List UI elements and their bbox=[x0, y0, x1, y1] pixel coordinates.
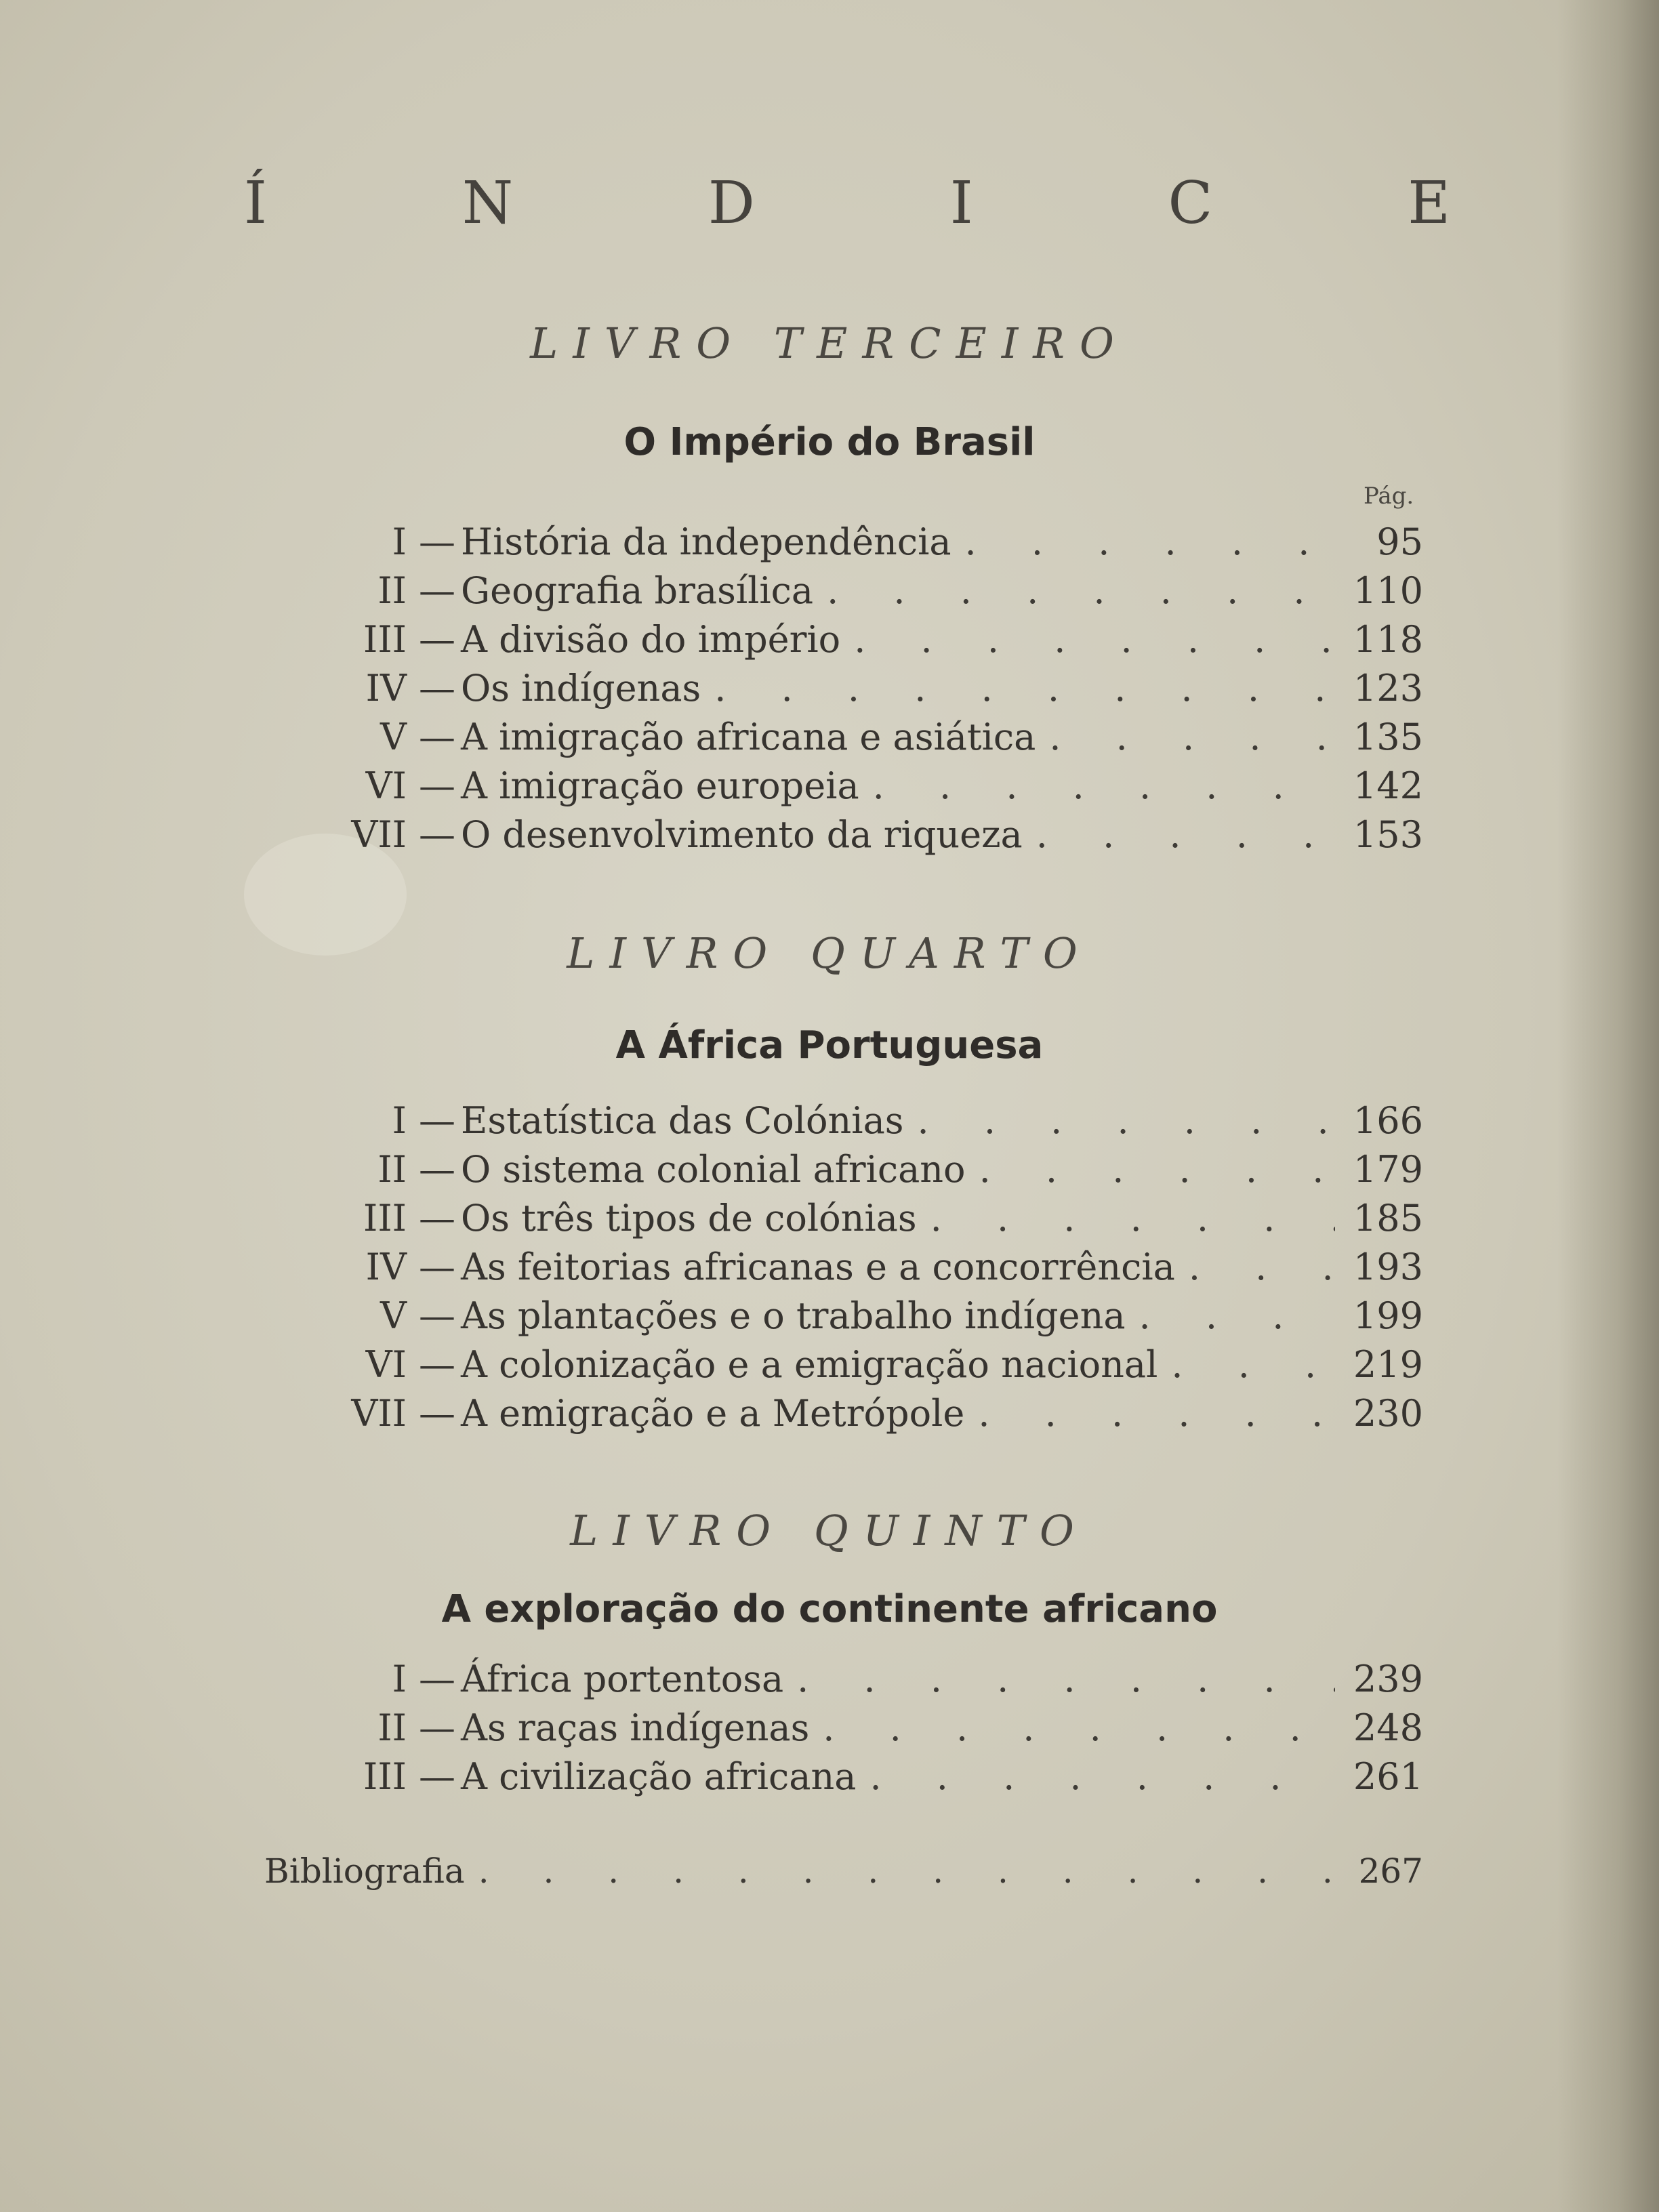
leader-dots bbox=[827, 569, 1335, 612]
toc-row bbox=[258, 1197, 1423, 1246]
chapter-number: II bbox=[377, 1148, 407, 1191]
toc-row bbox=[258, 1294, 1423, 1343]
toc-row bbox=[258, 1658, 1423, 1706]
dash: — bbox=[419, 667, 455, 710]
toc-row bbox=[258, 1343, 1423, 1392]
leader-dots bbox=[917, 1099, 1335, 1142]
dash: — bbox=[419, 813, 455, 856]
leader-dots bbox=[930, 1197, 1335, 1240]
page-number: 199 bbox=[1353, 1294, 1423, 1337]
toc-section-1 bbox=[258, 520, 1423, 862]
leader-dots bbox=[797, 1658, 1335, 1700]
leader-dots bbox=[873, 764, 1335, 807]
page-number: 193 bbox=[1353, 1246, 1423, 1288]
index-heading bbox=[244, 169, 1450, 237]
toc-row bbox=[258, 716, 1423, 764]
bibliography-row bbox=[264, 1851, 1423, 1900]
book-label: LIVRO QUARTO bbox=[567, 928, 1092, 978]
toc-row bbox=[258, 813, 1423, 862]
heading-letter: D bbox=[708, 169, 755, 237]
leader-dots bbox=[478, 1851, 1335, 1891]
leader-dots bbox=[1036, 813, 1335, 856]
dash: — bbox=[419, 520, 455, 563]
chapter-number: V bbox=[380, 716, 407, 758]
chapter-number: VI bbox=[365, 764, 407, 807]
chapter-number: I bbox=[392, 1658, 407, 1700]
dash: — bbox=[419, 1099, 455, 1142]
toc-section-3 bbox=[258, 1658, 1423, 1804]
leader-dots bbox=[869, 1755, 1335, 1798]
chapter-number: III bbox=[363, 1755, 407, 1798]
leader-dots bbox=[979, 1148, 1335, 1191]
chapter-number: VI bbox=[365, 1343, 407, 1386]
page-number: 239 bbox=[1353, 1658, 1423, 1700]
chapter-number: IV bbox=[365, 1246, 407, 1288]
chapter-title: A imigração europeia bbox=[461, 764, 859, 807]
dash: — bbox=[419, 1658, 455, 1700]
page-number: 166 bbox=[1353, 1099, 1423, 1142]
chapter-title: A divisão do império bbox=[461, 618, 841, 661]
toc-row bbox=[258, 1246, 1423, 1294]
dash: — bbox=[419, 1706, 455, 1749]
dash: — bbox=[419, 1392, 455, 1435]
toc-row bbox=[264, 1851, 1423, 1900]
chapter-number: III bbox=[363, 1197, 407, 1240]
page-number: 123 bbox=[1353, 667, 1423, 710]
dash: — bbox=[419, 618, 455, 661]
chapter-title: As raças indígenas bbox=[461, 1706, 810, 1749]
heading-letter: Í bbox=[244, 169, 267, 237]
dash: — bbox=[419, 1343, 455, 1386]
chapter-title: A colonização e a emigração nacional bbox=[461, 1343, 1158, 1386]
toc-row bbox=[258, 1148, 1423, 1197]
leader-dots bbox=[978, 1392, 1335, 1435]
dash: — bbox=[419, 1148, 455, 1191]
toc-row bbox=[258, 618, 1423, 667]
page-number: 179 bbox=[1353, 1148, 1423, 1191]
chapter-title: Geografia brasílica bbox=[461, 569, 814, 612]
page-number: 219 bbox=[1353, 1343, 1423, 1386]
toc-row bbox=[258, 1099, 1423, 1148]
chapter-title: A civilização africana bbox=[461, 1755, 857, 1798]
page-number: 230 bbox=[1353, 1392, 1423, 1435]
page-number: 142 bbox=[1353, 764, 1423, 807]
chapter-title: O sistema colonial africano bbox=[461, 1148, 966, 1191]
page-number: 248 bbox=[1353, 1706, 1423, 1749]
chapter-number: II bbox=[377, 1706, 407, 1749]
leader-dots bbox=[1189, 1246, 1335, 1288]
chapter-number: VII bbox=[351, 1392, 407, 1435]
book-title: A exploração do continente africano bbox=[441, 1587, 1218, 1631]
chapter-number: III bbox=[363, 618, 407, 661]
dash: — bbox=[419, 1197, 455, 1240]
leader-dots bbox=[1049, 716, 1335, 758]
leader-dots bbox=[823, 1706, 1335, 1749]
chapter-title: A emigração e a Metrópole bbox=[461, 1392, 965, 1435]
chapter-title: África portentosa bbox=[461, 1658, 784, 1700]
heading-letter: N bbox=[462, 169, 514, 237]
heading-letter: I bbox=[949, 169, 973, 237]
bibliography-title: Bibliografia bbox=[264, 1851, 465, 1891]
dash: — bbox=[419, 764, 455, 807]
chapter-title: As plantações e o trabalho indígena bbox=[461, 1294, 1126, 1337]
toc-row bbox=[258, 764, 1423, 813]
dash: — bbox=[419, 1294, 455, 1337]
page-number: 185 bbox=[1353, 1197, 1423, 1240]
toc-row bbox=[258, 1392, 1423, 1441]
chapter-title: A imigração africana e asiática bbox=[461, 716, 1036, 758]
page-number: 118 bbox=[1353, 618, 1423, 661]
chapter-title: Estatística das Colónias bbox=[461, 1099, 904, 1142]
toc-row bbox=[258, 569, 1423, 618]
chapter-number: IV bbox=[365, 667, 407, 710]
toc-section-2 bbox=[258, 1099, 1423, 1441]
page-number: 153 bbox=[1353, 813, 1423, 856]
dash: — bbox=[419, 716, 455, 758]
book-title: A África Portuguesa bbox=[615, 1023, 1044, 1067]
dash: — bbox=[419, 569, 455, 612]
chapter-number: I bbox=[392, 520, 407, 563]
heading-letter: E bbox=[1408, 169, 1450, 237]
toc-row bbox=[258, 520, 1423, 569]
page-number: 261 bbox=[1353, 1755, 1423, 1798]
leader-dots bbox=[714, 667, 1335, 710]
chapter-number: I bbox=[392, 1099, 407, 1142]
chapter-title: Os indígenas bbox=[461, 667, 701, 710]
dash: — bbox=[419, 1246, 455, 1288]
toc-row bbox=[258, 1755, 1423, 1804]
page-number: 267 bbox=[1358, 1851, 1423, 1891]
chapter-number: VII bbox=[351, 813, 407, 856]
book-label: LIVRO TERCEIRO bbox=[530, 319, 1129, 368]
page-number: 95 bbox=[1376, 520, 1423, 563]
book-label: LIVRO QUINTO bbox=[570, 1506, 1089, 1555]
book-title: O Império do Brasil bbox=[623, 420, 1036, 464]
page-column-label: Pág. bbox=[1364, 483, 1414, 510]
chapter-number: V bbox=[380, 1294, 407, 1337]
page-number: 135 bbox=[1353, 716, 1423, 758]
leader-dots bbox=[1171, 1343, 1335, 1386]
chapter-number: II bbox=[377, 569, 407, 612]
leader-dots bbox=[1139, 1294, 1335, 1337]
chapter-title: História da independência bbox=[461, 520, 951, 563]
leader-dots bbox=[854, 618, 1335, 661]
page-number: 110 bbox=[1353, 569, 1423, 612]
leader-dots bbox=[965, 520, 1335, 563]
heading-letter: C bbox=[1168, 169, 1213, 237]
chapter-title: O desenvolvimento da riqueza bbox=[461, 813, 1023, 856]
chapter-title: Os três tipos de colónias bbox=[461, 1197, 917, 1240]
toc-row bbox=[258, 667, 1423, 716]
toc-row bbox=[258, 1706, 1423, 1755]
dash: — bbox=[419, 1755, 455, 1798]
chapter-title: As feitorias africanas e a concorrência bbox=[461, 1246, 1175, 1288]
